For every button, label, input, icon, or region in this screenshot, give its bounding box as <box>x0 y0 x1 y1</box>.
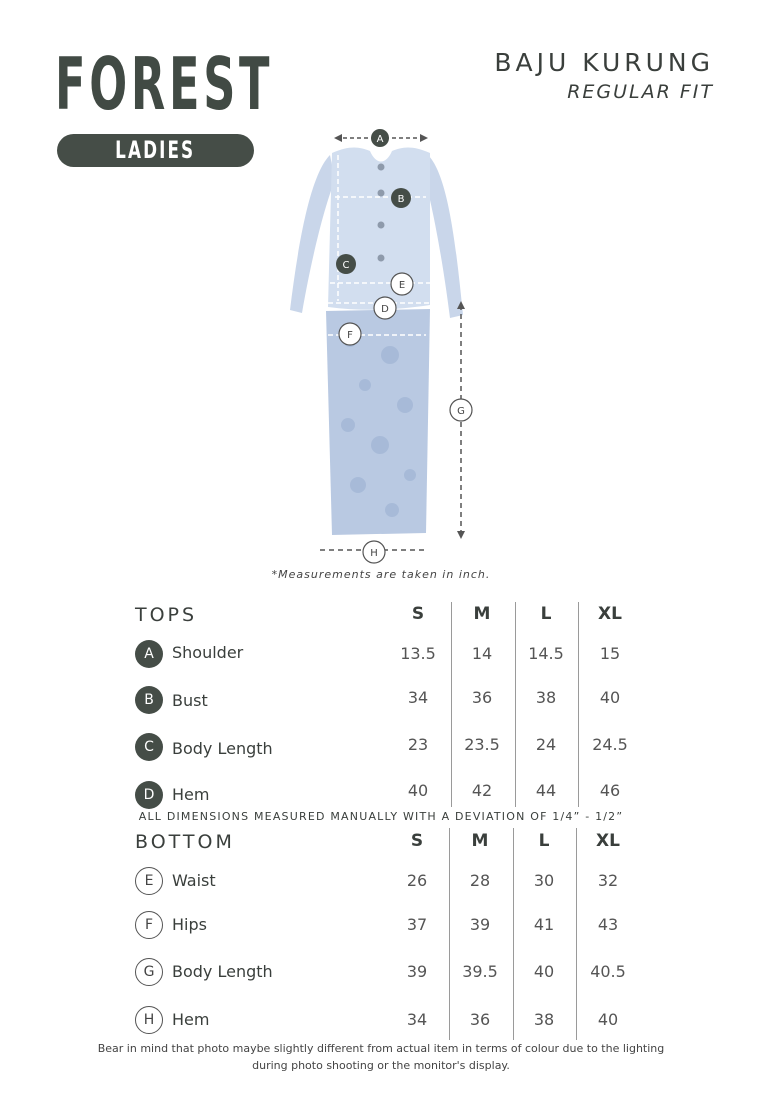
tops-size-m: M <box>473 604 491 624</box>
table-cell: 39 <box>469 915 491 934</box>
badge-b: B <box>135 686 163 714</box>
bottom-divider <box>576 828 577 1040</box>
table-cell: 42 <box>471 781 493 800</box>
badge-e: E <box>135 867 163 895</box>
table-cell: 40.5 <box>590 962 626 981</box>
bottom-size-s: S <box>410 831 424 851</box>
bottom-title: BOTTOM <box>135 831 235 853</box>
disclaimer-line: during photo shooting or the monitor's display. <box>252 1059 510 1072</box>
right-sleeve <box>425 155 463 318</box>
marker-b-label: B <box>397 194 405 205</box>
table-cell: 40 <box>407 781 429 800</box>
marker-a-label: A <box>376 134 384 145</box>
table-cell: 14.5 <box>528 644 564 663</box>
table-cell: 39 <box>406 962 428 981</box>
marker-h-label: H <box>370 548 378 559</box>
badge-f: F <box>135 911 163 939</box>
bottom-row-label: Hem <box>172 1010 210 1029</box>
table-cell: 30 <box>533 871 555 890</box>
brand-logo <box>55 42 274 164</box>
table-cell: 44 <box>535 781 557 800</box>
table-cell: 38 <box>533 1010 555 1029</box>
disclaimer-line: Bear in mind that photo maybe slightly different from actual item in terms of colour due to the lighting <box>97 1042 665 1055</box>
table-cell: 24.5 <box>592 735 628 754</box>
measurement-note: *Measurements are taken in inch. <box>271 568 491 581</box>
tops-row-label: Shoulder <box>172 643 244 662</box>
brand-name: FOREST <box>55 42 274 126</box>
bottom-row-label: Body Length <box>172 962 273 981</box>
table-cell: 26 <box>406 871 428 890</box>
tops-row-label: Bust <box>172 691 208 710</box>
table-cell: 15 <box>599 644 621 663</box>
bottom-divider <box>513 828 514 1040</box>
table-cell: 38 <box>535 688 557 707</box>
bottom-row-label: Hips <box>172 915 207 934</box>
tops-row-label: Hem <box>172 785 210 804</box>
deviation-note: ALL DIMENSIONS MEASURED MANUALLY WITH A DEVIATION OF 1/4” - 1/2” <box>138 810 624 823</box>
table-cell: 41 <box>533 915 555 934</box>
marker-f-label: F <box>347 330 353 341</box>
table-cell: 36 <box>471 688 493 707</box>
table-cell: 14 <box>471 644 493 663</box>
table-cell: 46 <box>599 781 621 800</box>
table-cell: 40 <box>599 688 621 707</box>
table-cell: 32 <box>597 871 619 890</box>
brand-tag-pill <box>57 134 254 167</box>
badge-c: C <box>135 733 163 761</box>
tops-row-label: Body Length <box>172 739 273 758</box>
top-body <box>328 148 430 310</box>
tops-title: TOPS <box>135 604 198 626</box>
table-cell: 13.5 <box>400 644 436 663</box>
table-cell: 34 <box>406 1010 428 1029</box>
table-cell: 28 <box>469 871 491 890</box>
product-name: BAJU KURUNG <box>494 48 714 77</box>
table-cell: 40 <box>597 1010 619 1029</box>
badge-d: D <box>135 781 163 809</box>
tops-size-xl: XL <box>598 604 622 624</box>
product-header <box>494 48 714 103</box>
table-cell: 24 <box>535 735 557 754</box>
marker-d-label: D <box>381 304 389 315</box>
table-cell: 36 <box>469 1010 491 1029</box>
bottom-size-l: L <box>538 831 550 851</box>
disclaimer <box>60 1040 702 1074</box>
table-cell: 39.5 <box>462 962 498 981</box>
badge-g: G <box>135 958 163 986</box>
bottom-size-xl: XL <box>596 831 620 851</box>
bottom-divider <box>449 828 450 1040</box>
left-sleeve <box>290 155 335 313</box>
marker-e-label: E <box>398 280 406 291</box>
table-cell: 40 <box>533 962 555 981</box>
product-fit: REGULAR FIT <box>567 81 714 103</box>
bottom-size-m: M <box>471 831 489 851</box>
badge-h: H <box>135 1006 163 1034</box>
tops-size-s: S <box>411 604 425 624</box>
marker-c-label: C <box>342 260 350 271</box>
table-cell: 23.5 <box>464 735 500 754</box>
badge-a: A <box>135 640 163 668</box>
tops-size-l: L <box>540 604 552 624</box>
skirt <box>326 309 430 535</box>
table-cell: 37 <box>406 915 428 934</box>
bottom-row-label: Waist <box>172 871 216 890</box>
table-cell: 43 <box>597 915 619 934</box>
table-cell: 34 <box>407 688 429 707</box>
table-cell: 23 <box>407 735 429 754</box>
marker-g-label: G <box>457 406 465 417</box>
garment-illustration <box>280 125 480 565</box>
brand-tag: LADIES <box>115 136 196 164</box>
